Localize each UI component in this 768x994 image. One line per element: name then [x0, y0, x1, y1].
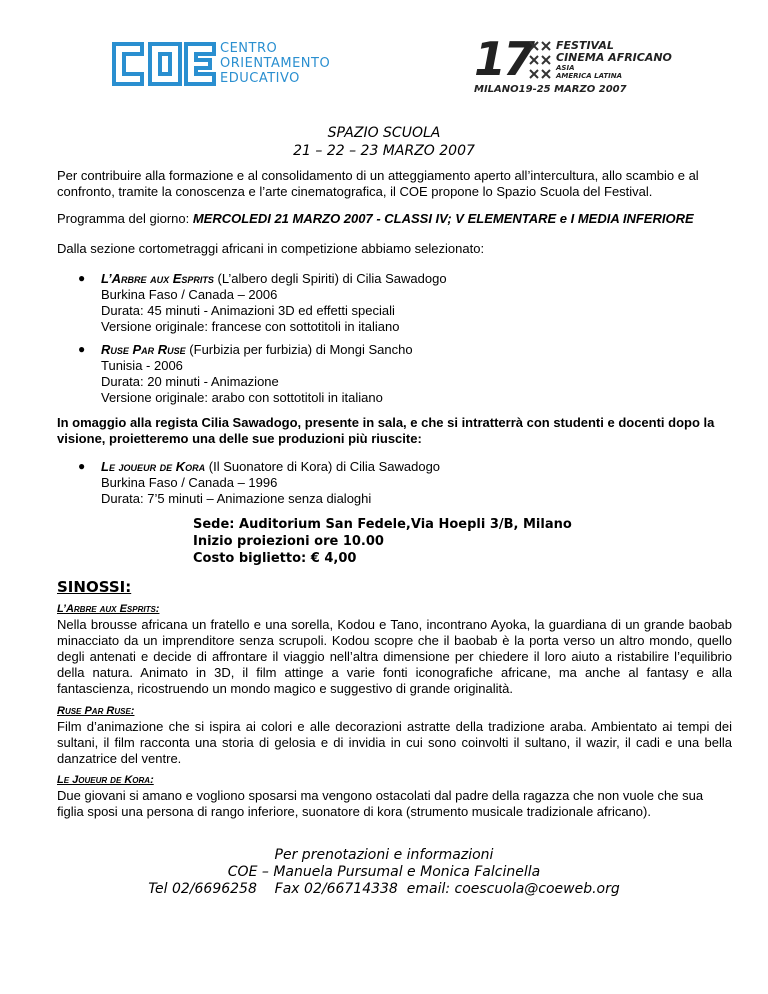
festival-logo	[474, 32, 684, 98]
coe-logo-line-2: ORIENTAMENTO	[220, 56, 331, 71]
film-title: L’Arbre aux Esprits	[101, 271, 214, 286]
festival-dates: MILANO19-25 MARZO 2007	[474, 84, 627, 95]
bullet-icon: ●	[78, 459, 86, 473]
sinossi-title: Ruse Par Ruse:	[57, 705, 135, 717]
sinossi-title: L’Arbre aux Esprits:	[57, 603, 160, 615]
page-title	[0, 124, 768, 160]
programma-value: MERCOLEDI 21 MARZO 2007 - CLASSI IV; V ELEMENTARE e I MEDIA INFERIORE	[192, 211, 694, 226]
film-item	[101, 459, 440, 507]
film-detail: Burkina Faso / Canada – 2006	[101, 287, 278, 302]
footer-line-2: COE – Manuela Pursumal e Monica Falcinella	[227, 864, 541, 880]
selection-intro: Dalla sezione cortometraggi africani in competizione abbiamo selezionato:	[57, 241, 485, 256]
festival-number: 17	[474, 32, 533, 86]
film-item	[101, 271, 447, 335]
sede-line: Inizio proiezioni ore 10.00	[193, 534, 384, 549]
sinossi-item	[57, 703, 732, 767]
sinossi-text: Due giovani si amano e vogliono sposarsi ma vengono ostacolati dal padre della ragazza che non vuole che sua figlia sposi una persona di rango inferiore, suonatore di kora (strumento musicale tradizionale africano).	[57, 788, 704, 819]
festival-line-1: FESTIVAL	[556, 39, 614, 52]
footer-line-3: Tel 02/6696258 Fax 02/66714338 email: coescuola@coeweb.org	[148, 881, 620, 897]
sinossi-item	[57, 772, 732, 820]
coe-logo-line-3: EDUCATIVO	[220, 71, 300, 86]
film-detail: Burkina Faso / Canada – 1996	[101, 475, 278, 490]
bullet-icon: ●	[78, 271, 86, 285]
film-title: Le joueur de Kora	[101, 459, 206, 474]
footer-contacts	[0, 847, 768, 898]
title-line-1: SPAZIO SCUOLA	[327, 125, 441, 141]
film-subtitle: (L’albero degli Spiriti) di Cilia Sawadogo	[213, 271, 447, 286]
film-subtitle: (Il Suonatore di Kora) di Cilia Sawadogo	[205, 459, 441, 474]
film-title: Ruse Par Ruse	[101, 342, 186, 357]
programma-line	[57, 211, 737, 227]
festival-pattern-icon	[528, 40, 554, 84]
coe-logo-mark	[110, 40, 218, 88]
sinossi-title: Le Joueur de Kora:	[57, 774, 154, 786]
festival-line-2: CINEMA AFRICANO	[556, 51, 672, 64]
festival-line-3: ASIA	[556, 64, 575, 72]
sede-block	[193, 516, 572, 567]
film-detail: Durata: 45 minuti - Animazioni 3D ed effetti speciali	[101, 303, 395, 318]
footer-line-1: Per prenotazioni e informazioni	[274, 847, 494, 863]
title-line-2: 21 – 22 – 23 MARZO 2007	[293, 143, 475, 159]
sede-line: Costo biglietto: € 4,00	[193, 551, 357, 566]
film-detail: Durata: 20 minuti - Animazione	[101, 374, 279, 389]
film-item	[101, 342, 413, 406]
sinossi-item	[57, 601, 732, 697]
sinossi-text: Nella brousse africana un fratello e una sorella, Kodou e Tano, incontrano Ayoka, la guardiana di un grande baobab minacciato da un imprenditore senza scrupoli. Kodou scopre che il baobab è la porta verso un altro mondo, quello degli antenati e decide di affrontare il viaggio nell’altra dimensione per chiedere il loro aiuto a ristabilire l’equilibrio della natura. Animato in 3D, il film attinge a varie fonti iconografiche africane, ma anche al fantasy e alla fantascienza, ricostruendo un mondo magico e suggestivo di grande originalità.	[57, 617, 732, 696]
film-detail: Versione originale: francese con sottotitoli in italiano	[101, 319, 400, 334]
coe-logo	[110, 40, 330, 90]
sinossi-text: Film d’animazione che si ispira ai colori e alle decorazioni astratte della tradizione araba. Ambientato ai tempi dei sultani, il film racconta una storia di gelosia e di invidia in cui sono coinvolti il sultano, il wazir, il cadi e una bella danzatrice del ventre.	[57, 719, 732, 766]
film-detail: Durata: 7’5 minuti – Animazione senza dialoghi	[101, 491, 372, 506]
film-detail: Tunisia - 2006	[101, 358, 183, 373]
omaggio-paragraph: In omaggio alla regista Cilia Sawadogo, presente in sala, e che si intratterrà con studenti e docenti dopo la visione, proietteremo una delle sue produzioni più riuscite:	[57, 415, 715, 446]
sinossi-heading: SINOSSI:	[57, 578, 132, 596]
film-detail: Versione originale: arabo con sottotitoli in italiano	[101, 390, 383, 405]
intro-paragraph: Per contribuire alla formazione e al consolidamento di un atteggiamento aperto all’intercultura, allo scambio e al confronto, tramite la conoscenza e l’arte cinematografica, il COE propone lo Spazio Scuola del Festival.	[57, 168, 699, 199]
programma-label: Programma del giorno:	[57, 211, 193, 226]
festival-line-4: AMERICA LATINA	[556, 72, 623, 80]
sede-line: Sede: Auditorium San Fedele,Via Hoepli 3/B, Milano	[193, 517, 572, 532]
coe-logo-line-1: CENTRO	[220, 41, 278, 56]
film-subtitle: (Furbizia per furbizia) di Mongi Sancho	[185, 342, 413, 357]
bullet-icon: ●	[78, 342, 86, 356]
